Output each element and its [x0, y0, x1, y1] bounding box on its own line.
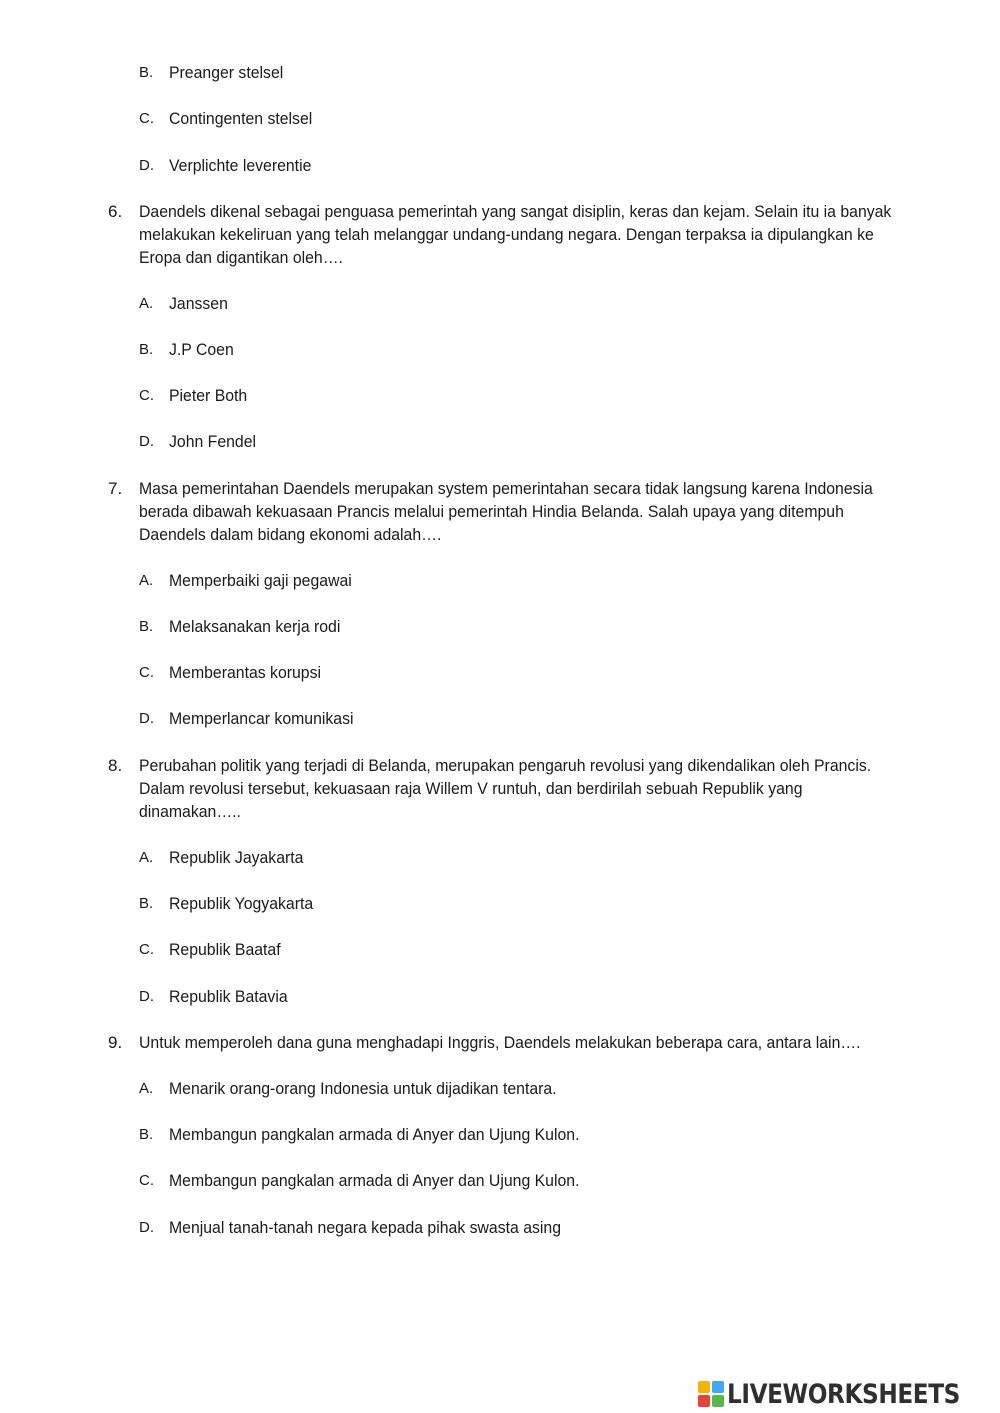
liveworksheets-logo[interactable] [698, 1378, 998, 1410]
logo-text: LIVEWORKSHEETS [727, 1378, 960, 1410]
option-letter: D. [139, 433, 154, 450]
option-text: Republik Yogyakarta [169, 894, 314, 913]
option-text: Memperbaiki gaji pegawai [169, 571, 352, 590]
question-text-line: Untuk memperoleh dana guna menghadapi Inggris, Daendels melakukan beberapa cara, antara lain…. [139, 1033, 861, 1052]
option-text: Republik Batavia [169, 987, 288, 1006]
option-letter: A. [139, 849, 154, 866]
question-text-line: Daendels dikenal sebagai penguasa pemerintah yang sangat disiplin, keras dan kejam. Selain itu ia banyak [139, 202, 892, 221]
logo-square-icon [712, 1395, 724, 1407]
option-text: Republik Baataf [169, 940, 281, 959]
option-text: Pieter Both [169, 386, 248, 405]
question-number: 9. [108, 1033, 123, 1052]
question-text-line: Daendels dalam bidang ekonomi adalah…. [139, 525, 442, 544]
logo-square-icon [698, 1395, 710, 1407]
option-letter: D. [139, 988, 154, 1005]
option-letter: D. [139, 710, 154, 727]
question-text-line: Eropa dan digantikan oleh…. [139, 248, 343, 267]
option-text: Contingenten stelsel [169, 109, 313, 128]
option-text: Janssen [169, 294, 228, 313]
option-letter: B. [139, 341, 154, 358]
option-text: Membangun pangkalan armada di Anyer dan Ujung Kulon. [169, 1125, 580, 1144]
logo-square-icon [698, 1381, 710, 1393]
question-number: 7. [108, 479, 123, 498]
option-letter: D. [139, 157, 154, 174]
option-text: Menarik orang-orang Indonesia untuk dijadikan tentara. [169, 1079, 557, 1098]
option-text: Verplichte leverentie [169, 156, 312, 175]
question-text-line: Dalam revolusi tersebut, kekuasaan raja Willem V runtuh, dan berdirilah sebuah Republik yang [139, 779, 803, 798]
option-letter: D. [139, 1219, 154, 1236]
option-letter: C. [139, 110, 154, 127]
option-letter: A. [139, 572, 154, 589]
option-letter: B. [139, 895, 154, 912]
option-text: John Fendel [169, 432, 257, 451]
logo-square-icon [712, 1381, 724, 1393]
option-text: Menjual tanah-tanah negara kepada pihak swasta asing [169, 1218, 562, 1237]
option-letter: C. [139, 1172, 154, 1189]
option-text: Preanger stelsel [169, 63, 284, 82]
option-text: Melaksanakan kerja rodi [169, 617, 341, 636]
question-text-line: Perubahan politik yang terjadi di Belanda, merupakan pengaruh revolusi yang dikendalikan oleh Prancis. [139, 756, 872, 775]
question-text-line: dinamakan….. [139, 802, 241, 821]
question-text-line: Masa pemerintahan Daendels merupakan system pemerintahan secara tidak langsung karena Indonesia [139, 479, 873, 498]
option-text: Membangun pangkalan armada di Anyer dan Ujung Kulon. [169, 1171, 580, 1190]
option-letter: A. [139, 295, 154, 312]
question-number: 8. [108, 756, 123, 775]
option-letter: A. [139, 1080, 154, 1097]
question-text-line: berada dibawah kekuasaan Prancis melalui pemerintah Hindia Belanda. Salah upaya yang ditempuh [139, 502, 844, 521]
option-letter: C. [139, 664, 154, 681]
option-text: Memberantas korupsi [169, 663, 322, 682]
option-letter: C. [139, 941, 154, 958]
liveworksheets-grid-icon [698, 1381, 724, 1407]
option-text: J.P Coen [169, 340, 234, 359]
option-text: Republik Jayakarta [169, 848, 304, 867]
option-letter: B. [139, 64, 154, 81]
option-letter: B. [139, 618, 154, 635]
question-number: 6. [108, 202, 123, 221]
option-letter: B. [139, 1126, 154, 1143]
option-text: Memperlancar komunikasi [169, 709, 354, 728]
question-text-line: melakukan kekeliruan yang telah melanggar undang-undang negara. Dengan terpaksa ia dipulangkan ke [139, 225, 874, 244]
option-letter: C. [139, 387, 154, 404]
